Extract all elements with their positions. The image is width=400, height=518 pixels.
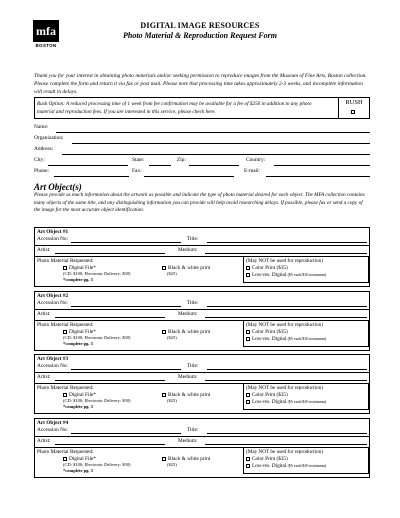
digital-file-label: Digital File* — [69, 329, 96, 335]
medium-field[interactable] — [205, 444, 367, 445]
photo-material-label: Photo Material Requested: — [37, 385, 94, 391]
artist-field[interactable] — [55, 317, 165, 318]
complete-page-note: *complete pg. 3 — [63, 277, 93, 282]
rush-option-box — [34, 97, 370, 119]
low-res-fee: ($5 each/$10 minimum) — [287, 463, 327, 468]
medium-label: Medium: — [178, 374, 198, 380]
low-res-label: Low-res. Digital — [252, 399, 287, 405]
not-for-reproduction-note: (May NOT be used for reproduction) — [246, 322, 323, 328]
email-field[interactable] — [266, 176, 370, 177]
title-label: Title: — [187, 236, 199, 242]
zip-label: Zip: — [177, 157, 186, 163]
low-res-label: Low-res. Digital — [252, 336, 287, 342]
accession-label: Accession No: — [37, 427, 69, 433]
page-subtitle: Photo Material & Reproduction Request Form — [122, 31, 277, 40]
medium-label: Medium: — [178, 438, 198, 444]
address-row — [34, 146, 370, 156]
low-res-fee: ($5 each/$10 minimum) — [287, 336, 327, 341]
title-field[interactable] — [207, 242, 367, 243]
title-field[interactable] — [207, 433, 367, 434]
bw-print-checkbox[interactable] — [162, 393, 166, 397]
accession-field[interactable] — [71, 306, 181, 307]
bw-print-label: Black & white print — [168, 392, 211, 398]
name-label: Name: — [34, 124, 49, 130]
rush-description: Rush Option: A reduced processing time of 1 week from fee confirmation may be available for a fee of $250 in addition to any photo material and reproduction fees. If you are interested in this service, please check here. — [37, 101, 312, 115]
low-res-label: Low-res. Digital — [252, 272, 287, 278]
low-res-option[interactable] — [246, 463, 326, 469]
art-object-block — [34, 291, 370, 351]
title-field[interactable] — [207, 369, 367, 370]
artist-field[interactable] — [55, 380, 165, 381]
color-print-label: Color Print ($35) — [252, 265, 288, 271]
phone-field[interactable] — [54, 176, 129, 177]
low-res-checkbox[interactable] — [246, 273, 250, 277]
medium-label: Medium: — [178, 247, 198, 253]
non-reproduction-box — [243, 320, 369, 347]
color-print-checkbox[interactable] — [246, 266, 250, 270]
intro-text: Thank you for your interest in obtaining photo materials and/or seeking permission to reproduce images from the Museum of Fine Arts, Boston collection. Please complete the form and return it via fax or post mail. Please note that processing time takes approximately 2-3 weeks, and incomplete information will result in delays. — [34, 73, 367, 95]
color-print-option[interactable] — [246, 456, 288, 462]
photo-material-label: Photo Material Requested: — [37, 322, 94, 328]
svg-text:mfa: mfa — [36, 24, 56, 38]
digital-file-checkbox[interactable] — [63, 330, 67, 334]
title-label: Title: — [187, 300, 199, 306]
fax-field[interactable] — [144, 176, 234, 177]
art-object-block — [34, 354, 370, 414]
digital-fees: (CD: $100; Electronic Delivery: $50) — [63, 271, 131, 276]
complete-page-note: *complete pg. 3 — [63, 468, 93, 473]
not-for-reproduction-note: (May NOT be used for reproduction) — [246, 258, 323, 264]
accession-label: Accession No: — [37, 363, 69, 369]
artist-label: Artist: — [37, 247, 51, 253]
bw-print-fee: ($25) — [167, 335, 177, 340]
row-divider — [35, 309, 369, 310]
color-print-option[interactable] — [246, 265, 288, 271]
address-label: Address: — [34, 146, 54, 152]
art-object-header: Art Object #4 — [37, 420, 69, 426]
art-object-header: Art Object #3 — [37, 356, 69, 362]
low-res-fee: ($5 each/$10 minimum) — [287, 272, 327, 277]
artist-label: Artist: — [37, 438, 51, 444]
art-object-block — [34, 227, 370, 287]
non-reproduction-box — [243, 383, 369, 410]
low-res-label: Low-res. Digital — [252, 463, 287, 469]
low-res-option[interactable] — [246, 399, 326, 405]
rush-label: RUSH — [345, 99, 363, 106]
not-for-reproduction-note: (May NOT be used for reproduction) — [246, 449, 323, 455]
complete-page-note: *complete pg. 3 — [63, 341, 93, 346]
accession-field[interactable] — [71, 433, 181, 434]
color-print-option[interactable] — [246, 329, 288, 335]
art-object-header: Art Object #1 — [37, 229, 69, 235]
bw-print-checkbox[interactable] — [162, 457, 166, 461]
low-res-option[interactable] — [246, 336, 326, 342]
art-object-block — [34, 418, 370, 478]
low-res-option[interactable] — [246, 272, 326, 278]
complete-page-note: *complete pg. 3 — [63, 404, 93, 409]
color-print-option[interactable] — [246, 392, 288, 398]
title-label: Title: — [187, 427, 199, 433]
title-field[interactable] — [207, 306, 367, 307]
bw-print-fee: ($25) — [167, 462, 177, 467]
color-print-label: Color Print ($35) — [252, 329, 288, 335]
bw-print-checkbox[interactable] — [162, 330, 166, 334]
zip-field[interactable] — [189, 165, 239, 166]
country-label: Country: — [246, 157, 266, 163]
bw-print-checkbox[interactable] — [162, 266, 166, 270]
organization-field[interactable] — [72, 143, 370, 144]
medium-label: Medium: — [178, 311, 198, 317]
not-for-reproduction-note: (May NOT be used for reproduction) — [246, 385, 323, 391]
artist-field[interactable] — [55, 444, 165, 445]
fax-label: Fax: — [132, 168, 142, 174]
medium-field[interactable] — [205, 380, 367, 381]
non-reproduction-box — [243, 256, 369, 283]
non-reproduction-box — [243, 447, 369, 474]
accession-label: Accession No: — [37, 236, 69, 242]
digital-file-checkbox[interactable] — [63, 266, 67, 270]
digital-file-checkbox[interactable] — [63, 457, 67, 461]
bw-print-label: Black & white print — [168, 329, 211, 335]
artist-field[interactable] — [55, 253, 165, 254]
name-field[interactable] — [56, 132, 370, 133]
art-object-header: Art Object #2 — [37, 293, 69, 299]
color-print-label: Color Print ($35) — [252, 392, 288, 398]
digital-file-checkbox[interactable] — [63, 393, 67, 397]
low-res-checkbox[interactable] — [246, 337, 250, 341]
low-res-fee: ($5 each/$10 minimum) — [287, 399, 327, 404]
low-res-checkbox[interactable] — [246, 464, 250, 468]
low-res-checkbox[interactable] — [246, 400, 250, 404]
color-print-checkbox[interactable] — [246, 330, 250, 334]
accession-label: Accession No: — [37, 300, 69, 306]
bw-print-label: Black & white print — [168, 265, 211, 271]
digital-fees: (CD: $100; Electronic Delivery: $50) — [63, 398, 131, 403]
organization-label: Organization: — [34, 135, 64, 141]
page-title: DIGITAL IMAGE RESOURCES — [140, 21, 260, 30]
email-label: E-mail: — [244, 168, 261, 174]
rush-checkbox-cell[interactable] — [338, 98, 369, 118]
digital-fees: (CD: $100; Electronic Delivery: $50) — [63, 335, 131, 340]
artist-label: Artist: — [37, 374, 51, 380]
section-title: Art Object(s) — [34, 182, 82, 192]
rush-checkbox[interactable] — [351, 110, 355, 114]
city-row — [34, 157, 370, 167]
phone-row — [34, 168, 370, 178]
bw-print-fee: ($25) — [167, 271, 177, 276]
color-print-checkbox[interactable] — [246, 393, 250, 397]
photo-material-label: Photo Material Requested: — [37, 449, 94, 455]
digital-fees: (CD: $100; Electronic Delivery: $50) — [63, 462, 131, 467]
address-field[interactable] — [62, 154, 370, 155]
phone-label: Phone: — [34, 168, 49, 174]
medium-field[interactable] — [205, 253, 367, 254]
digital-file-label: Digital File* — [69, 456, 96, 462]
bw-print-label: Black & white print — [168, 456, 211, 462]
bw-print-fee: ($25) — [167, 398, 177, 403]
row-divider — [35, 372, 369, 373]
row-divider — [35, 245, 369, 246]
digital-file-label: Digital File* — [69, 392, 96, 398]
medium-field[interactable] — [205, 317, 367, 318]
accession-field[interactable] — [71, 242, 181, 243]
title-label: Title: — [187, 363, 199, 369]
color-print-checkbox[interactable] — [246, 457, 250, 461]
state-field[interactable] — [149, 165, 171, 166]
section-description: Please provide as much information about the artwork as possible and indicate the type of photo material desired for each object. The MFA collection contains many objects of the same title, and any distinguishing information you can provide will help avoid researching delays. If possible, please fax or send a copy of the image for the most accurate object identification. — [34, 192, 365, 213]
state-label: State: — [132, 157, 145, 163]
artist-label: Artist: — [37, 311, 51, 317]
name-row — [34, 124, 370, 134]
photo-material-label: Photo Material Requested: — [37, 258, 94, 264]
city-label: City: — [34, 157, 45, 163]
logo-text: BOSTON — [35, 43, 57, 48]
organization-row — [34, 135, 370, 145]
city-field[interactable] — [48, 165, 128, 166]
accession-field[interactable] — [71, 369, 181, 370]
digital-file-label: Digital File* — [69, 265, 96, 271]
color-print-label: Color Print ($35) — [252, 456, 288, 462]
country-field[interactable] — [274, 165, 370, 166]
row-divider — [35, 436, 369, 437]
